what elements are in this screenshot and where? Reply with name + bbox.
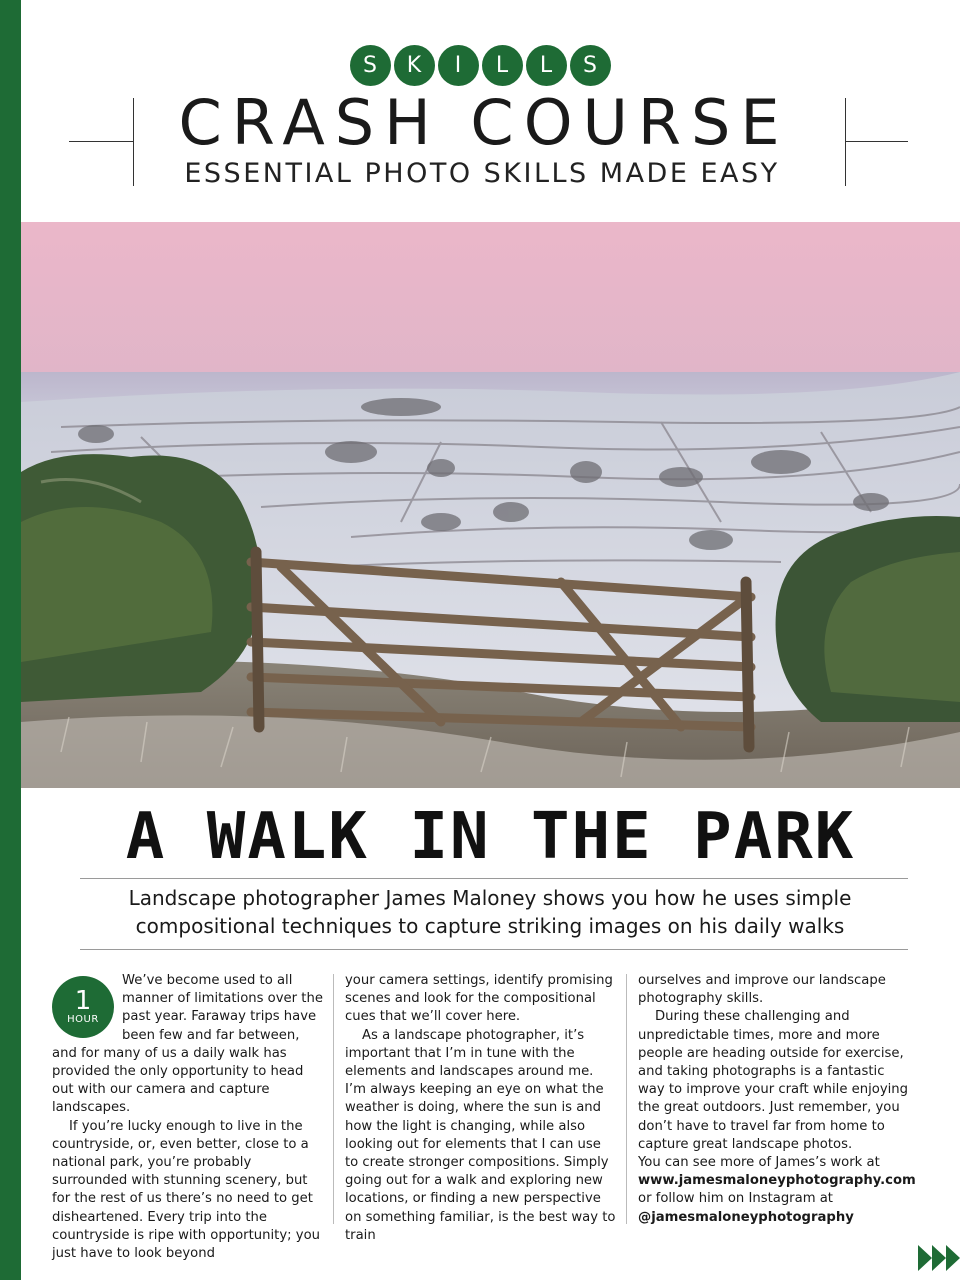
- arrow-icon: [918, 1245, 932, 1271]
- next-page-arrows-icon[interactable]: [918, 1245, 960, 1273]
- standfirst-rule-bottom: [80, 949, 908, 950]
- accent-side-bar: [0, 0, 21, 1280]
- body-paragraph: During these challenging and unpredictable times, more and more people are heading outside for exercise, and taking photographs is a fantastic way to improve your craft while enjoying the great outdoors. Just remember, you don’t have to travel far from home to capture great landscape photos.: [638, 1009, 909, 1152]
- body-paragraph: As a landscape photographer, it’s important that I’m in tune with the elements and landscapes around me. I’m always keeping an eye on what the weather is doing, where the sun is and how the light is changing, while also looking out for elements that I can use to create stronger compositions. Simply going out for a walk and exploring new locations, or finding a new perspective on something familiar, is the best way to train: [345, 1027, 616, 1243]
- time-badge-unit: HOUR: [67, 1014, 99, 1025]
- body-column-2: [345, 972, 617, 1245]
- arrow-icon: [932, 1245, 946, 1271]
- series-title: CRASH COURSE: [178, 86, 790, 159]
- body-column-3: [638, 972, 914, 1227]
- body-paragraph: If you’re lucky enough to live in the countryside, or, even better, close to a national park, you’re probably surrounded with stunning scenery, but for the rest of us there’s no need to get disheartened. Every trip into the countryside is ripe with opportunity; you just have to look beyond: [52, 1118, 320, 1262]
- kicker-letter: K: [394, 45, 435, 86]
- credit-text: You can see more of James’s work at: [638, 1155, 880, 1171]
- column-divider: [333, 974, 334, 1224]
- author-instagram-link[interactable]: @jamesmaloneyphotography: [638, 1209, 854, 1225]
- body-column-1: [52, 972, 324, 1263]
- body-paragraph: ourselves and improve our landscape photography skills.: [638, 973, 886, 1007]
- body-paragraph: your camera settings, identify promising scenes and look for the compositional cues that we’ll cover here.: [345, 973, 613, 1025]
- standfirst-line: compositional techniques to capture striking images on his daily walks: [135, 914, 845, 938]
- body-paragraph: We’ve become used to all manner of limitations over the past year. Faraway trips have been few and far between, and for many of us a daily walk has provided the only opportunity to head out with our camera and capture landscapes.: [52, 973, 323, 1116]
- credit-text: or follow him on Instagram at: [638, 1191, 833, 1207]
- hero-photo-frosty-gate: [21, 222, 960, 788]
- time-badge-number: 1: [74, 986, 92, 1016]
- standfirst-line: Landscape photographer James Maloney shows you how he uses simple: [128, 886, 852, 910]
- article-headline: A WALK IN THE PARK: [125, 800, 856, 874]
- kicker-letter: L: [482, 45, 523, 86]
- standfirst-rule-top: [80, 878, 908, 879]
- author-credit: [638, 1154, 914, 1227]
- article-standfirst: [60, 884, 920, 940]
- kicker-letter: S: [350, 45, 391, 86]
- landscape-illustration: [21, 222, 960, 788]
- series-subtitle: ESSENTIAL PHOTO SKILLS MADE EASY: [184, 158, 780, 189]
- skills-kicker: [0, 45, 960, 86]
- kicker-letter: I: [438, 45, 479, 86]
- time-badge: [52, 976, 114, 1038]
- kicker-letter: S: [570, 45, 611, 86]
- author-website-link[interactable]: www.jamesmaloneyphotography.com: [638, 1173, 916, 1189]
- kicker-letter: L: [526, 45, 567, 86]
- arrow-icon: [946, 1245, 960, 1271]
- column-divider: [626, 974, 627, 1224]
